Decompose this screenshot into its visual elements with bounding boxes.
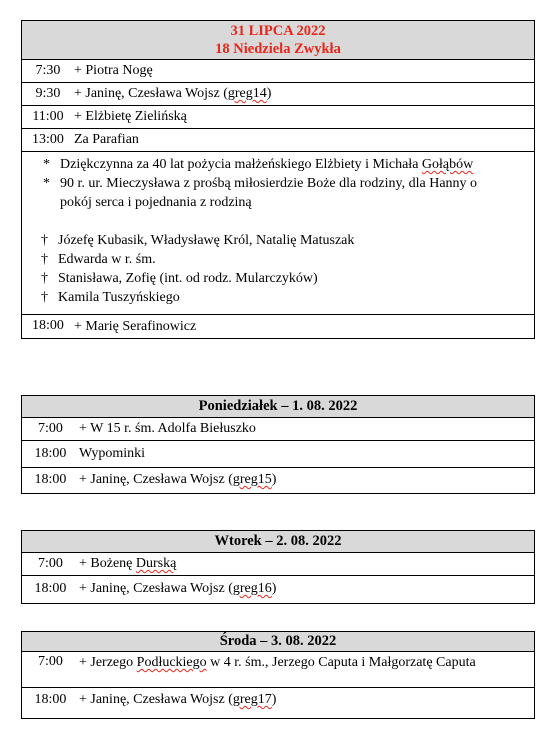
mass-row — [22, 106, 534, 129]
intention-text: ) — [266, 86, 272, 101]
intention-text: ) — [271, 472, 277, 487]
mass-row — [22, 688, 534, 718]
mass-time: 18:00 — [34, 472, 67, 487]
mass-row — [22, 60, 534, 83]
mass-time: 7:00 — [38, 556, 63, 571]
intention-text-flagged: greg15 — [232, 472, 272, 487]
sunday-header — [22, 21, 534, 60]
mass-row — [22, 83, 534, 106]
list-item-text: Józefę Kubasik, Władysławę Król, Natalię Matuszak — [58, 233, 355, 248]
intention-text-flagged: Podłuckiego — [136, 655, 207, 670]
mass-time: 7:00 — [38, 421, 63, 436]
mass-intention — [79, 652, 519, 687]
list-bullet: † — [41, 271, 48, 286]
list-item — [22, 250, 534, 269]
mass-row — [22, 441, 534, 468]
monday-table — [21, 395, 535, 494]
intentions-list — [22, 152, 534, 315]
list-item — [22, 231, 534, 250]
mass-row — [22, 468, 534, 493]
intention-text: w 4 r. śm., Jerzego Caputa i Małgorzatę Caputa — [206, 655, 476, 670]
list-item — [22, 288, 534, 307]
mass-intention: + Piotra Nogę — [74, 63, 153, 78]
mass-row — [22, 418, 534, 441]
intention-text-flagged: greg17 — [232, 692, 272, 707]
mass-time: 11:00 — [32, 109, 64, 124]
mass-time: 7:30 — [35, 63, 61, 78]
wednesday-header: Środa – 3. 08. 2022 — [22, 632, 534, 652]
mass-row — [22, 315, 534, 338]
mass-intention: Za Parafian — [74, 132, 139, 147]
intention-text: + Bożenę — [79, 556, 136, 571]
mass-intention — [79, 576, 276, 603]
list-item-text: Edwarda w r. śm. — [58, 252, 156, 267]
intention-text: + Janinę, Czesława Wojsz ( — [79, 472, 233, 487]
spacer — [22, 212, 534, 231]
mass-row — [22, 553, 534, 576]
mass-row — [22, 652, 534, 688]
list-item-text: 90 r. ur. Mieczysława z prośbą miłosierdzie Boże dla rodziny, dla Hanny o pokój serca i pojednania z rodziną — [60, 176, 478, 210]
list-item — [22, 269, 534, 288]
intention-text-flagged: Gołąbów — [421, 157, 474, 172]
mass-time: 18:00 — [34, 581, 67, 596]
sunday-table — [21, 20, 535, 339]
list-item-text — [60, 155, 495, 174]
mass-intention: + W 15 r. śm. Adolfa Biełuszko — [79, 421, 256, 436]
tuesday-table — [21, 530, 535, 604]
list-item-text: Kamila Tuszyńskiego — [58, 290, 180, 305]
list-item — [22, 155, 534, 174]
mass-intention: + Elżbietę Zielińską — [74, 109, 187, 124]
mass-time: 18:00 — [34, 692, 67, 707]
intention-text-flagged: greg14 — [227, 86, 267, 101]
list-bullet: † — [41, 252, 48, 267]
intention-text: + Jerzego — [79, 655, 137, 670]
mass-time: 13:00 — [32, 132, 64, 147]
mass-intention — [79, 688, 276, 718]
list-bullet: † — [41, 290, 48, 305]
mass-intention: + Marię Serafinowicz — [74, 319, 197, 334]
sunday-date: 31 LIPCA 2022 — [230, 23, 326, 39]
mass-time: 18:00 — [32, 318, 64, 333]
monday-header: Poniedziałek – 1. 08. 2022 — [22, 396, 534, 418]
intention-text: ) — [271, 692, 277, 707]
intention-text: + Janinę, Czesława Wojsz ( — [79, 581, 233, 596]
list-bullet: * — [43, 157, 50, 172]
mass-intention — [79, 553, 176, 575]
intention-text: + Janinę, Czesława Wojsz ( — [79, 692, 233, 707]
intention-text-flagged: greg16 — [232, 581, 272, 596]
list-item — [22, 174, 534, 212]
intention-text: + Janinę, Czesława Wojsz ( — [74, 86, 228, 101]
mass-time: 18:00 — [34, 446, 67, 461]
wednesday-table — [21, 631, 535, 719]
list-item-text: Stanisława, Zofię (int. od rodz. Mularczyków) — [58, 271, 318, 286]
sunday-title: 18 Niedziela Zwykła — [215, 41, 341, 57]
mass-intention — [74, 83, 271, 105]
list-bullet: * — [43, 176, 50, 191]
mass-time: 7:00 — [38, 654, 63, 669]
intention-text-flagged: Durską — [135, 556, 177, 571]
intention-text: ) — [271, 581, 277, 596]
mass-row — [22, 129, 534, 152]
intention-text: Dziękczynna za 40 lat pożycia małżeńskiego Elżbiety i Michała — [60, 157, 422, 172]
tuesday-header: Wtorek – 2. 08. 2022 — [22, 531, 534, 553]
mass-row — [22, 576, 534, 603]
list-bullet: † — [41, 233, 48, 248]
mass-time: 9:30 — [35, 86, 61, 101]
mass-intention: Wypominki — [79, 446, 146, 461]
mass-intention — [79, 468, 276, 493]
